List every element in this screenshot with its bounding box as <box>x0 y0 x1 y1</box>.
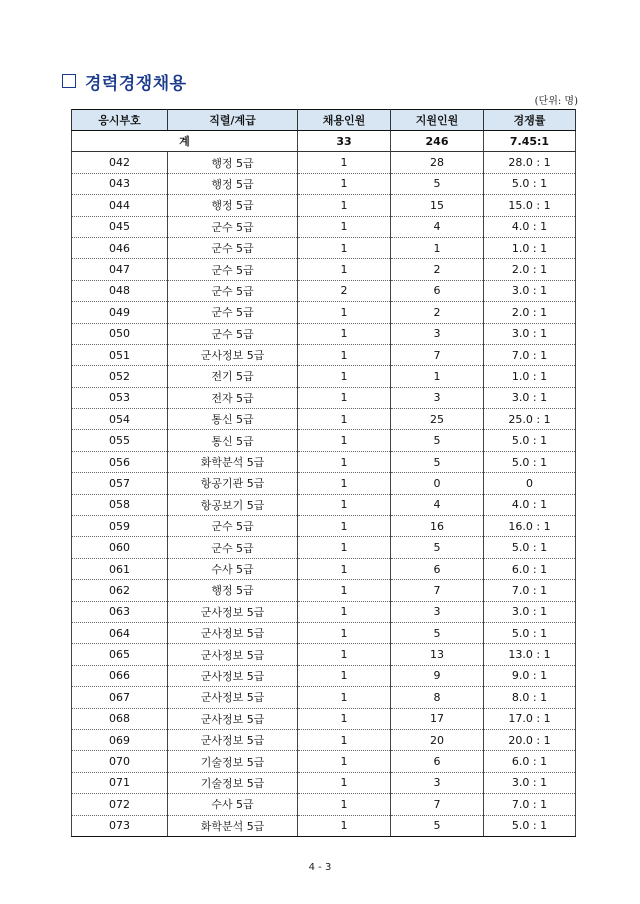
header-position: 직렬/계급 <box>168 110 298 131</box>
cell-hires: 1 <box>298 323 391 344</box>
cell-code: 043 <box>72 173 168 194</box>
cell-ratio: 1.0 : 1 <box>484 366 576 387</box>
cell-position: 군수 5급 <box>168 216 298 237</box>
cell-position: 군사정보 5급 <box>168 708 298 729</box>
cell-applicants: 3 <box>391 601 484 622</box>
cell-applicants: 2 <box>391 259 484 280</box>
cell-applicants: 9 <box>391 665 484 686</box>
cell-hires: 1 <box>298 473 391 494</box>
cell-code: 058 <box>72 494 168 515</box>
cell-ratio: 6.0 : 1 <box>484 751 576 772</box>
cell-applicants: 1 <box>391 366 484 387</box>
cell-code: 061 <box>72 558 168 579</box>
cell-code: 049 <box>72 302 168 323</box>
cell-code: 055 <box>72 430 168 451</box>
cell-position: 전자 5급 <box>168 387 298 408</box>
cell-code: 065 <box>72 644 168 665</box>
cell-position: 군수 5급 <box>168 516 298 537</box>
cell-position: 통신 5급 <box>168 430 298 451</box>
cell-position: 항공보기 5급 <box>168 494 298 515</box>
cell-hires: 1 <box>298 430 391 451</box>
total-row <box>72 131 576 152</box>
cell-position: 군사정보 5급 <box>168 601 298 622</box>
cell-applicants: 5 <box>391 451 484 472</box>
cell-hires: 1 <box>298 409 391 430</box>
cell-ratio: 0 <box>484 473 576 494</box>
cell-hires: 1 <box>298 665 391 686</box>
cell-position: 군사정보 5급 <box>168 622 298 643</box>
cell-code: 052 <box>72 366 168 387</box>
cell-ratio: 3.0 : 1 <box>484 323 576 344</box>
table-row <box>72 665 576 686</box>
cell-hires: 1 <box>298 558 391 579</box>
cell-position: 군수 5급 <box>168 259 298 280</box>
cell-ratio: 16.0 : 1 <box>484 516 576 537</box>
cell-applicants: 5 <box>391 622 484 643</box>
cell-ratio: 5.0 : 1 <box>484 622 576 643</box>
table-row <box>72 323 576 344</box>
cell-ratio: 5.0 : 1 <box>484 815 576 836</box>
cell-applicants: 7 <box>391 580 484 601</box>
cell-ratio: 4.0 : 1 <box>484 494 576 515</box>
cell-position: 수사 5급 <box>168 558 298 579</box>
cell-position: 군수 5급 <box>168 302 298 323</box>
cell-position: 기술정보 5급 <box>168 772 298 793</box>
cell-code: 046 <box>72 237 168 258</box>
cell-position: 군수 5급 <box>168 537 298 558</box>
cell-ratio: 15.0 : 1 <box>484 195 576 216</box>
header-hires: 채용인원 <box>298 110 391 131</box>
cell-applicants: 3 <box>391 772 484 793</box>
cell-code: 071 <box>72 772 168 793</box>
total-hires: 33 <box>298 131 391 152</box>
cell-ratio: 5.0 : 1 <box>484 537 576 558</box>
table-row <box>72 516 576 537</box>
cell-code: 047 <box>72 259 168 280</box>
table-row <box>72 173 576 194</box>
cell-hires: 1 <box>298 537 391 558</box>
cell-ratio: 3.0 : 1 <box>484 772 576 793</box>
cell-ratio: 7.0 : 1 <box>484 580 576 601</box>
cell-hires: 1 <box>298 152 391 173</box>
cell-position: 군수 5급 <box>168 237 298 258</box>
cell-ratio: 9.0 : 1 <box>484 665 576 686</box>
cell-ratio: 13.0 : 1 <box>484 644 576 665</box>
cell-ratio: 5.0 : 1 <box>484 173 576 194</box>
cell-hires: 1 <box>298 195 391 216</box>
cell-ratio: 25.0 : 1 <box>484 409 576 430</box>
table-row <box>72 302 576 323</box>
cell-applicants: 6 <box>391 558 484 579</box>
table-row <box>72 366 576 387</box>
cell-applicants: 8 <box>391 687 484 708</box>
cell-hires: 1 <box>298 344 391 365</box>
total-ratio: 7.45:1 <box>484 131 576 152</box>
cell-hires: 1 <box>298 216 391 237</box>
cell-position: 항공기관 5급 <box>168 473 298 494</box>
cell-code: 051 <box>72 344 168 365</box>
table-row <box>72 622 576 643</box>
cell-position: 군사정보 5급 <box>168 665 298 686</box>
cell-position: 통신 5급 <box>168 409 298 430</box>
table-row <box>72 409 576 430</box>
cell-applicants: 5 <box>391 537 484 558</box>
cell-hires: 1 <box>298 772 391 793</box>
table-row <box>72 280 576 301</box>
recruitment-table <box>71 109 576 837</box>
cell-code: 067 <box>72 687 168 708</box>
cell-position: 화학분석 5급 <box>168 815 298 836</box>
cell-hires: 1 <box>298 494 391 515</box>
cell-code: 059 <box>72 516 168 537</box>
table-row <box>72 451 576 472</box>
cell-ratio: 8.0 : 1 <box>484 687 576 708</box>
cell-position: 전기 5급 <box>168 366 298 387</box>
cell-hires: 1 <box>298 794 391 815</box>
cell-hires: 1 <box>298 387 391 408</box>
cell-hires: 1 <box>298 366 391 387</box>
total-applicants: 246 <box>391 131 484 152</box>
cell-applicants: 5 <box>391 173 484 194</box>
cell-applicants: 7 <box>391 794 484 815</box>
cell-ratio: 6.0 : 1 <box>484 558 576 579</box>
cell-position: 군사정보 5급 <box>168 644 298 665</box>
cell-applicants: 3 <box>391 323 484 344</box>
cell-hires: 1 <box>298 601 391 622</box>
table-row <box>72 644 576 665</box>
cell-position: 행정 5급 <box>168 173 298 194</box>
cell-applicants: 3 <box>391 387 484 408</box>
table-row <box>72 216 576 237</box>
cell-ratio: 3.0 : 1 <box>484 280 576 301</box>
cell-ratio: 7.0 : 1 <box>484 794 576 815</box>
table-row <box>72 430 576 451</box>
cell-applicants: 0 <box>391 473 484 494</box>
cell-applicants: 20 <box>391 729 484 750</box>
table-row <box>72 558 576 579</box>
header-code: 응시부호 <box>72 110 168 131</box>
cell-applicants: 5 <box>391 430 484 451</box>
cell-code: 069 <box>72 729 168 750</box>
cell-ratio: 3.0 : 1 <box>484 387 576 408</box>
cell-ratio: 2.0 : 1 <box>484 259 576 280</box>
table-row <box>72 751 576 772</box>
cell-hires: 1 <box>298 644 391 665</box>
cell-position: 화학분석 5급 <box>168 451 298 472</box>
table-row <box>72 708 576 729</box>
table-row <box>72 237 576 258</box>
cell-hires: 1 <box>298 580 391 601</box>
table-row <box>72 494 576 515</box>
cell-ratio: 5.0 : 1 <box>484 451 576 472</box>
cell-applicants: 7 <box>391 344 484 365</box>
table-header-row <box>72 110 576 131</box>
cell-position: 행정 5급 <box>168 580 298 601</box>
cell-ratio: 4.0 : 1 <box>484 216 576 237</box>
cell-applicants: 2 <box>391 302 484 323</box>
cell-position: 군수 5급 <box>168 323 298 344</box>
cell-hires: 1 <box>298 751 391 772</box>
cell-position: 군사정보 5급 <box>168 344 298 365</box>
table-row <box>72 387 576 408</box>
cell-code: 045 <box>72 216 168 237</box>
header-ratio: 경쟁률 <box>484 110 576 131</box>
table-row <box>72 259 576 280</box>
cell-code: 042 <box>72 152 168 173</box>
cell-ratio: 3.0 : 1 <box>484 601 576 622</box>
cell-code: 044 <box>72 195 168 216</box>
section-title <box>62 68 187 94</box>
cell-applicants: 4 <box>391 494 484 515</box>
cell-code: 070 <box>72 751 168 772</box>
cell-code: 050 <box>72 323 168 344</box>
table-row <box>72 794 576 815</box>
cell-code: 060 <box>72 537 168 558</box>
cell-applicants: 6 <box>391 751 484 772</box>
total-label: 계 <box>72 131 298 152</box>
cell-hires: 1 <box>298 516 391 537</box>
table-row <box>72 729 576 750</box>
cell-hires: 1 <box>298 237 391 258</box>
cell-code: 066 <box>72 665 168 686</box>
cell-hires: 1 <box>298 451 391 472</box>
cell-applicants: 16 <box>391 516 484 537</box>
cell-applicants: 5 <box>391 815 484 836</box>
cell-hires: 1 <box>298 302 391 323</box>
cell-position: 군사정보 5급 <box>168 729 298 750</box>
table-row <box>72 580 576 601</box>
table-row <box>72 815 576 836</box>
cell-hires: 1 <box>298 173 391 194</box>
table-row <box>72 473 576 494</box>
cell-hires: 1 <box>298 815 391 836</box>
page-number: 4 - 3 <box>308 862 332 873</box>
cell-hires: 1 <box>298 259 391 280</box>
table-row <box>72 537 576 558</box>
cell-applicants: 17 <box>391 708 484 729</box>
table-row <box>72 772 576 793</box>
cell-hires: 1 <box>298 708 391 729</box>
cell-applicants: 13 <box>391 644 484 665</box>
cell-hires: 2 <box>298 280 391 301</box>
cell-ratio: 2.0 : 1 <box>484 302 576 323</box>
cell-ratio: 28.0 : 1 <box>484 152 576 173</box>
table-row <box>72 344 576 365</box>
cell-applicants: 15 <box>391 195 484 216</box>
cell-ratio: 20.0 : 1 <box>484 729 576 750</box>
cell-code: 056 <box>72 451 168 472</box>
table-row <box>72 601 576 622</box>
unit-note: (단위: 명) <box>534 96 578 107</box>
cell-position: 군사정보 5급 <box>168 687 298 708</box>
cell-hires: 1 <box>298 687 391 708</box>
cell-code: 064 <box>72 622 168 643</box>
cell-applicants: 1 <box>391 237 484 258</box>
cell-applicants: 6 <box>391 280 484 301</box>
cell-applicants: 25 <box>391 409 484 430</box>
table-row <box>72 152 576 173</box>
cell-code: 072 <box>72 794 168 815</box>
cell-hires: 1 <box>298 729 391 750</box>
cell-code: 068 <box>72 708 168 729</box>
table-row <box>72 687 576 708</box>
cell-position: 행정 5급 <box>168 152 298 173</box>
cell-hires: 1 <box>298 622 391 643</box>
checkbox-square-icon <box>62 74 76 88</box>
cell-position: 군수 5급 <box>168 280 298 301</box>
cell-ratio: 17.0 : 1 <box>484 708 576 729</box>
table-row <box>72 195 576 216</box>
cell-position: 행정 5급 <box>168 195 298 216</box>
cell-code: 057 <box>72 473 168 494</box>
section-title-text: 경력경쟁채용 <box>85 73 187 94</box>
cell-ratio: 1.0 : 1 <box>484 237 576 258</box>
cell-applicants: 4 <box>391 216 484 237</box>
cell-code: 048 <box>72 280 168 301</box>
cell-code: 063 <box>72 601 168 622</box>
cell-code: 054 <box>72 409 168 430</box>
cell-code: 053 <box>72 387 168 408</box>
cell-applicants: 28 <box>391 152 484 173</box>
cell-position: 기술정보 5급 <box>168 751 298 772</box>
cell-ratio: 5.0 : 1 <box>484 430 576 451</box>
cell-code: 073 <box>72 815 168 836</box>
cell-position: 수사 5급 <box>168 794 298 815</box>
cell-code: 062 <box>72 580 168 601</box>
header-applicants: 지원인원 <box>391 110 484 131</box>
cell-ratio: 7.0 : 1 <box>484 344 576 365</box>
